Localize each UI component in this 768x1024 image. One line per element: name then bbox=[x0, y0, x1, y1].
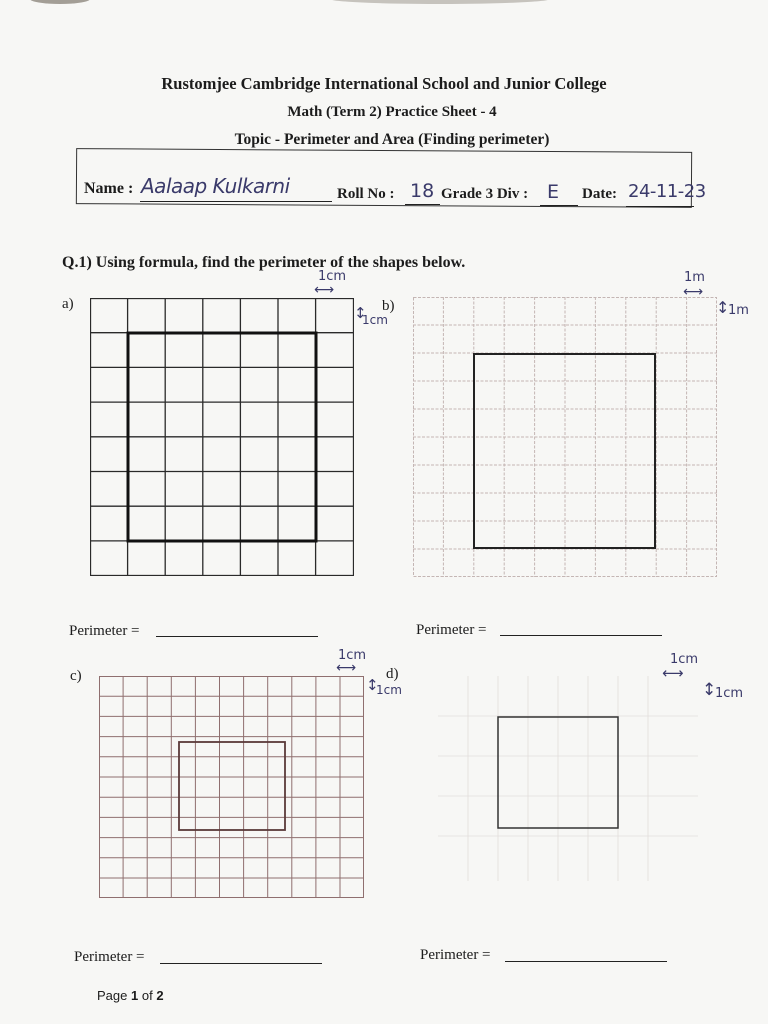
shape-d-scale-vertical: 1cm bbox=[715, 686, 744, 701]
shape-d-perimeter-label: Perimeter = bbox=[420, 947, 491, 963]
shape-c-scale-vertical: 1cm bbox=[376, 683, 402, 697]
shape-b-perimeter-label: Perimeter = bbox=[416, 622, 487, 638]
shape-d-grid bbox=[438, 676, 698, 881]
question-text: Q.1) Using formula, find the perimeter of the shapes below. bbox=[62, 254, 466, 271]
shape-c-grid bbox=[99, 676, 364, 898]
shape-c-perimeter-blank[interactable] bbox=[160, 963, 322, 964]
shape-b-label: b) bbox=[382, 298, 395, 314]
page-prefix: Page bbox=[97, 988, 128, 1003]
shape-b-grid bbox=[413, 297, 717, 577]
shape-c-rectangle bbox=[179, 742, 285, 830]
paper-edge-shadow bbox=[30, 0, 90, 4]
shape-d-horizontal-arrow-icon: ⟷ bbox=[662, 664, 684, 682]
shape-a-perimeter-label: Perimeter = bbox=[69, 623, 140, 639]
shape-c-scale-horizontal: 1cm bbox=[338, 648, 367, 663]
roll-value: 18 bbox=[410, 180, 435, 202]
name-underline bbox=[140, 201, 332, 202]
shape-c-vertical-arrow-icon: ↕ bbox=[366, 676, 379, 694]
page-current: 1 bbox=[131, 988, 139, 1003]
shape-c-label: c) bbox=[70, 668, 82, 684]
shape-c-horizontal-arrow-icon: ⟷ bbox=[336, 660, 357, 676]
topic-title: Topic - Perimeter and Area (Finding perimeter) bbox=[234, 131, 550, 148]
shape-b-scale-horizontal: 1m bbox=[684, 270, 705, 285]
shape-c-perimeter-label: Perimeter = bbox=[74, 949, 145, 965]
shape-d-scale-horizontal: 1cm bbox=[670, 652, 699, 667]
page-number bbox=[97, 988, 164, 1003]
date-label: Date: bbox=[582, 186, 617, 202]
roll-underline bbox=[405, 204, 440, 205]
shape-b-scale-vertical: 1m bbox=[728, 303, 749, 318]
shape-a-horizontal-arrow-icon: ⟷ bbox=[314, 282, 335, 298]
shape-b-horizontal-arrow-icon: ⟷ bbox=[683, 284, 704, 300]
shape-d-vertical-arrow-icon: ↕ bbox=[702, 680, 717, 700]
shape-a-perimeter-blank[interactable] bbox=[156, 636, 318, 637]
shape-a-vertical-arrow-icon: ↕ bbox=[354, 304, 367, 322]
paper-edge-shadow bbox=[330, 0, 550, 4]
shape-a-label: a) bbox=[62, 296, 74, 312]
shape-d-perimeter-blank[interactable] bbox=[505, 961, 667, 962]
name-value: Aalaap Kulkarni bbox=[141, 174, 290, 198]
school-title: Rustomjee Cambridge International School and Junior College bbox=[161, 74, 607, 93]
shape-b-perimeter-blank[interactable] bbox=[500, 635, 662, 636]
date-underline bbox=[626, 206, 694, 207]
page-total: 2 bbox=[156, 988, 164, 1003]
shape-a-scale-horizontal: 1cm bbox=[318, 269, 347, 284]
name-label: Name : bbox=[84, 180, 134, 197]
grade-label: Grade 3 Div : bbox=[441, 186, 529, 202]
sheet-title: Math (Term 2) Practice Sheet - 4 bbox=[287, 104, 497, 120]
div-underline bbox=[540, 205, 578, 206]
shape-a-scale-vertical: 1cm bbox=[362, 313, 388, 327]
roll-label: Roll No : bbox=[337, 186, 395, 202]
div-value: E bbox=[547, 181, 560, 203]
shape-b-vertical-arrow-icon: ↕ bbox=[716, 298, 730, 317]
date-value: 24-11-23 bbox=[628, 181, 706, 202]
shape-a-grid bbox=[90, 298, 354, 576]
shape-d-label: d) bbox=[386, 666, 399, 682]
page-of: of bbox=[141, 988, 153, 1003]
